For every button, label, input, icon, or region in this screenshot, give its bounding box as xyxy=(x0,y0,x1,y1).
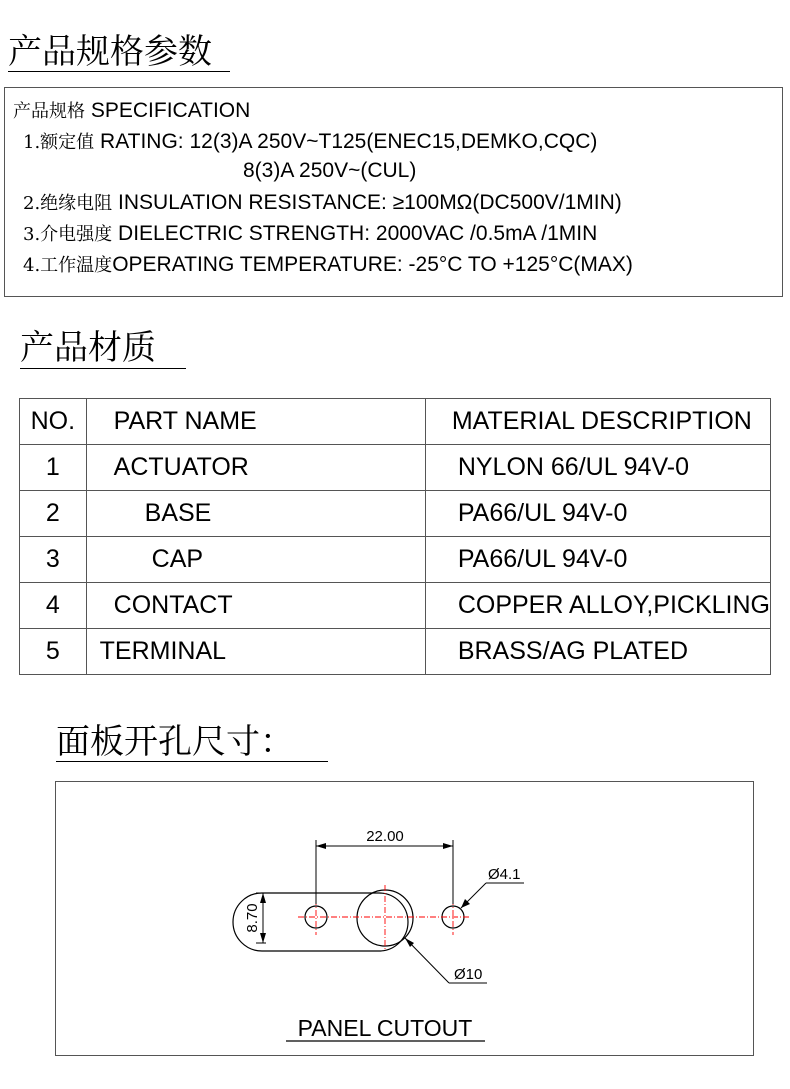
spec-heading: 产品规格参数 xyxy=(8,32,212,72)
cutout-heading-underline xyxy=(56,761,328,762)
material-heading-underline xyxy=(20,368,186,369)
height-dimension-text: 8.70 xyxy=(244,903,261,933)
table-row xyxy=(20,445,771,491)
temperature-value: OPERATING TEMPERATURE: -25°C TO +125°C(MAX) xyxy=(112,253,633,276)
small-hole-dimension-text: Ø4.1 xyxy=(488,866,521,883)
centerlines xyxy=(298,885,471,951)
panel-cutout-drawing xyxy=(56,782,755,1057)
row-material: BRASS/AG PLATED xyxy=(425,629,770,675)
row-material: PA66/UL 94V-0 xyxy=(425,537,770,583)
row-material: COPPER ALLOY,PICKLING xyxy=(425,583,770,629)
spec-dielectric xyxy=(23,221,597,248)
width-dimension-text: 22.00 xyxy=(366,828,404,845)
spec-rating-2 xyxy=(243,158,416,184)
table-row xyxy=(20,583,771,629)
row-part-name: CAP xyxy=(86,537,425,583)
row-no: 5 xyxy=(20,629,87,675)
row-part-name: BASE xyxy=(86,491,425,537)
spec-temperature xyxy=(23,252,633,279)
row-no: 3 xyxy=(20,537,87,583)
header-part-name: PART NAME xyxy=(86,399,425,445)
header-material: MATERIAL DESCRIPTION xyxy=(425,399,770,445)
table-row xyxy=(20,491,771,537)
row-part-name: CONTACT xyxy=(86,583,425,629)
rating-value-2: 8(3)A 250V~(CUL) xyxy=(243,159,417,182)
width-arrow-left xyxy=(316,843,326,849)
table-row xyxy=(20,537,771,583)
dielectric-prefix: 3.介电强度 xyxy=(23,224,113,245)
spec-insulation xyxy=(23,190,622,217)
spec-box xyxy=(4,87,783,297)
spec-title-cn: 产品规格 xyxy=(13,101,85,122)
large-hole-dimension-text: Ø10 xyxy=(454,966,483,983)
header-no: NO. xyxy=(20,399,87,445)
row-material: NYLON 66/UL 94V-0 xyxy=(425,445,770,491)
height-arrow-top xyxy=(260,893,266,903)
row-no: 2 xyxy=(20,491,87,537)
row-no: 1 xyxy=(20,445,87,491)
spec-rating xyxy=(23,129,597,156)
table-header-row xyxy=(20,399,771,445)
spec-title-en: SPECIFICATION xyxy=(90,99,251,122)
panel-cutout-box xyxy=(55,781,754,1056)
spec-title xyxy=(13,98,250,125)
temperature-prefix: 4.工作温度 xyxy=(23,255,113,276)
rating-value: RATING: 12(3)A 250V~T125(ENEC15,DEMKO,CQC) xyxy=(100,130,598,153)
width-arrow-right xyxy=(443,843,453,849)
insulation-value: INSULATION RESISTANCE: ≥100MΩ(DC500V/1MIN) xyxy=(118,191,622,214)
panel-cutout-caption: PANEL CUTOUT xyxy=(297,1015,473,1041)
cutout-heading: 面板开孔尺寸： xyxy=(56,722,294,762)
material-heading: 产品材质 xyxy=(20,328,156,368)
material-table xyxy=(19,398,771,675)
insulation-prefix: 2.绝缘电阻 xyxy=(23,193,113,214)
row-no: 4 xyxy=(20,583,87,629)
dielectric-value: DIELECTRIC STRENGTH: 2000VAC /0.5mA /1MIN xyxy=(118,222,598,245)
rating-prefix: 1.额定值 xyxy=(23,132,95,153)
spec-heading-underline xyxy=(8,71,230,72)
row-material: PA66/UL 94V-0 xyxy=(425,491,770,537)
table-row xyxy=(20,629,771,675)
row-part-name: TERMINAL xyxy=(86,629,425,675)
row-part-name: ACTUATOR xyxy=(86,445,425,491)
height-arrow-bottom xyxy=(260,933,266,943)
